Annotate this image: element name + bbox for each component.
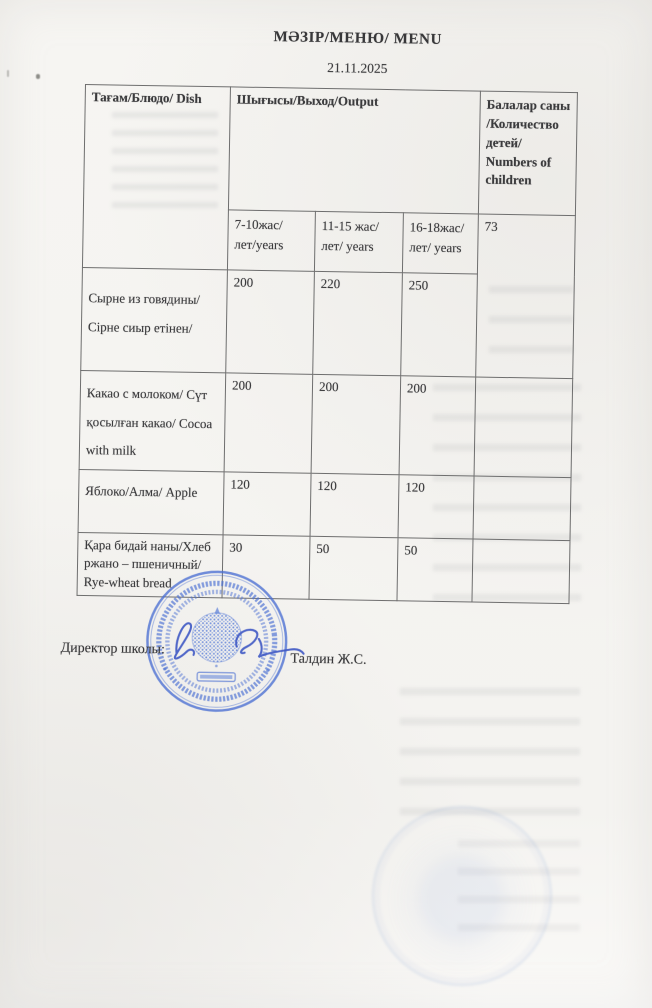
menu-table	[77, 84, 578, 604]
age-group-16-18: 16-18жас/лет/ years	[402, 213, 478, 274]
dish-name: Сырне из говядины/Сірне сиыр етінен/	[81, 267, 228, 372]
empty-cell	[473, 476, 571, 541]
output-value: 220	[313, 271, 403, 375]
header-children-count: Балалар саны /Количество детей/ Numbers of children	[478, 91, 577, 216]
output-value: 200	[224, 373, 313, 473]
director-name: Талдин Ж.С.	[290, 651, 367, 668]
dish-name: Яблоко/Алма/ Apple	[78, 469, 224, 534]
age-group-7-10: 7-10жас/лет/years	[227, 210, 315, 271]
director-signature	[162, 607, 313, 681]
empty-cell	[474, 377, 573, 477]
table-header-row	[83, 85, 577, 216]
children-count-value: 73	[476, 214, 576, 379]
output-value: 120	[398, 475, 474, 539]
director-label: Директор школы:	[60, 640, 166, 658]
header-output: Шығысы/Выход/Output	[228, 87, 480, 214]
output-value: 200	[399, 376, 476, 476]
output-value: 50	[309, 536, 398, 601]
table-row	[79, 370, 573, 477]
output-value: 50	[397, 538, 473, 603]
dish-name: Қара бидай наны/Хлеб ржано – пшеничный/ Rye-wheat bread	[77, 532, 223, 598]
header-dish: Тағам/Блюдо/ Dish	[82, 85, 230, 270]
menu-date: 21.11.2025	[327, 60, 388, 77]
age-group-11-15: 11-15 жас/лет/ years	[314, 211, 403, 272]
empty-cell	[472, 539, 570, 604]
dish-name: Какао с молоком/ Сүт қосылған какао/ Cocoa with milk	[79, 370, 226, 471]
output-value: 250	[401, 273, 478, 377]
output-value: 30	[222, 535, 310, 600]
output-value: 120	[223, 472, 311, 536]
output-value: 200	[226, 270, 315, 374]
menu-title: МӘЗІР/МЕНЮ/ MENU	[273, 29, 443, 48]
output-value: 120	[310, 473, 399, 537]
table-row	[78, 469, 571, 540]
output-value: 200	[311, 374, 401, 474]
